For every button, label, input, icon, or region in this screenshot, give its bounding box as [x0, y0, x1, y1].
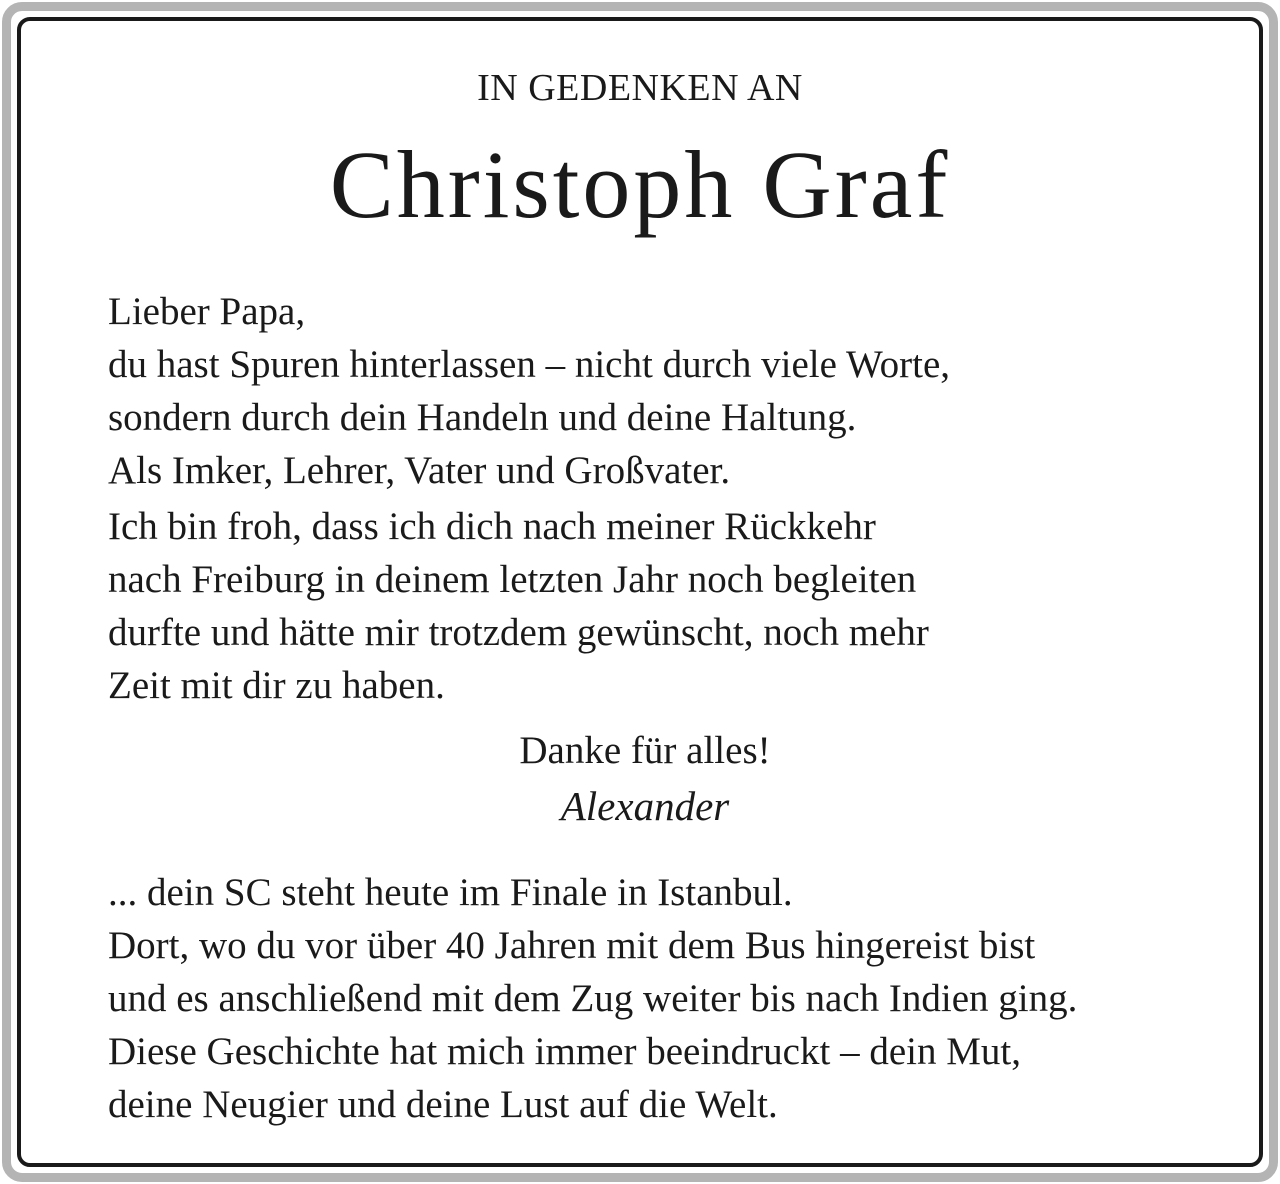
- text-line: Lieber Papa,: [108, 290, 306, 333]
- text-line: Zeit mit dir zu haben.: [108, 664, 445, 707]
- text-line: sondern durch dein Handeln und deine Haltung.: [108, 396, 857, 439]
- text-line: Ich bin froh, dass ich dich nach meiner Rückkehr: [108, 505, 876, 548]
- text-line: Dort, wo du vor über 40 Jahren mit dem Bus hingereist bist: [108, 924, 1036, 967]
- thanks-line: Danke für alles!: [519, 729, 771, 772]
- deceased-name: Christoph Graf: [329, 131, 951, 238]
- signature-name: Alexander: [560, 783, 730, 829]
- text-line: du hast Spuren hinterlassen – nicht durch viele Worte,: [108, 343, 951, 386]
- paragraph-istanbul-story: [108, 866, 1238, 1131]
- text-line: Diese Geschichte hat mich immer beeindruckt – dein Mut,: [108, 1030, 1021, 1073]
- text-line: und es anschließend mit dem Zug weiter bis nach Indien ging.: [108, 977, 1078, 1020]
- text-line: ... dein SC steht heute im Finale in Istanbul.: [108, 871, 793, 914]
- paragraph-return-freiburg: [108, 500, 1238, 712]
- intro-heading: IN GEDENKEN AN: [477, 67, 803, 109]
- paragraph-letter-opening: [108, 285, 1238, 497]
- text-line: nach Freiburg in deinem letzten Jahr noch begleiten: [108, 558, 917, 601]
- text-line: durfte und hätte mir trotzdem gewünscht, noch mehr: [108, 611, 929, 654]
- text-line: deine Neugier und deine Lust auf die Welt.: [108, 1083, 778, 1126]
- text-line: Als Imker, Lehrer, Vater und Großvater.: [108, 449, 731, 492]
